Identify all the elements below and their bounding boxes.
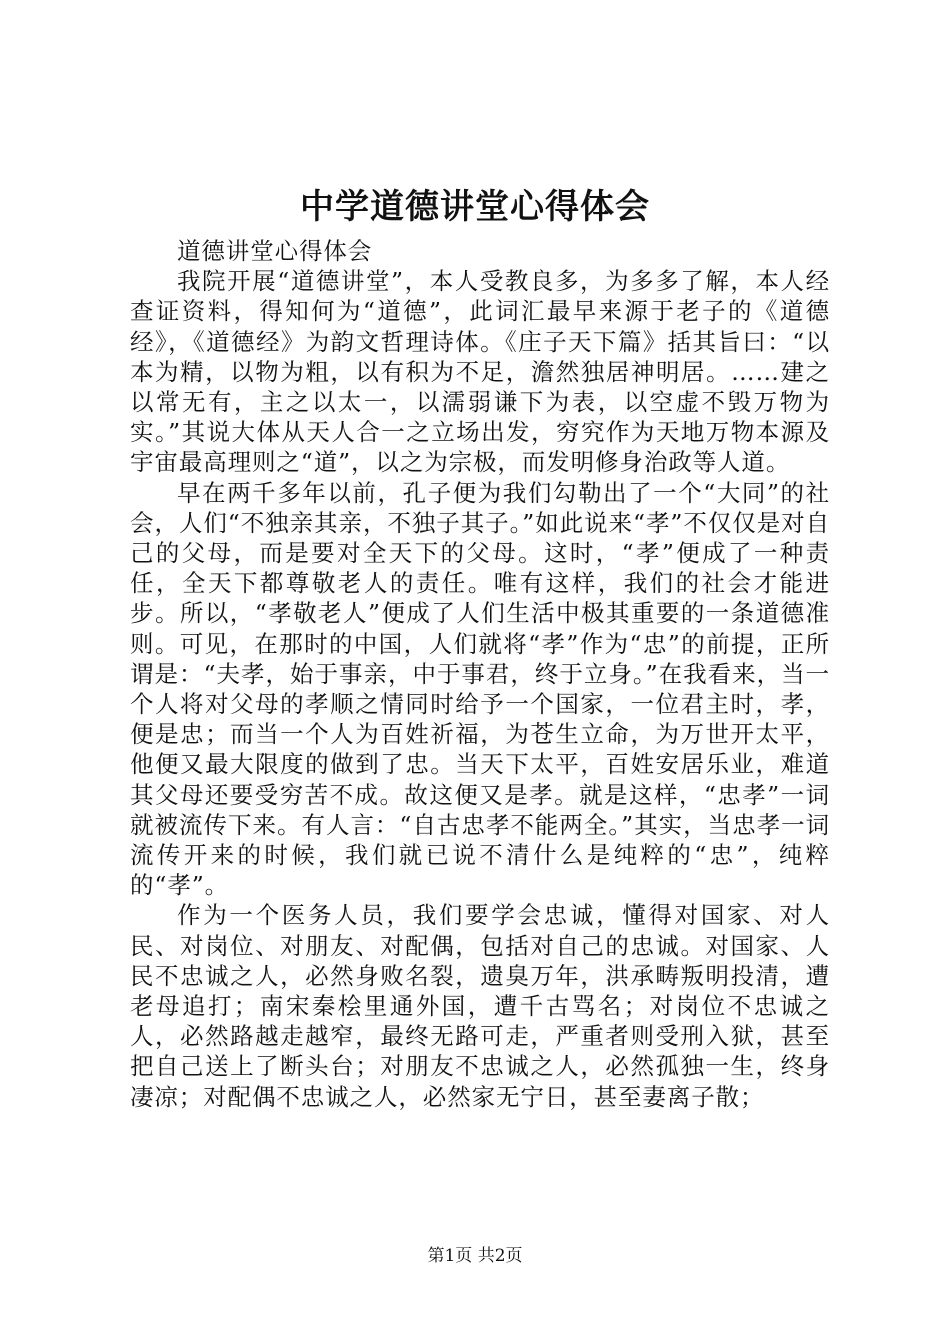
document-subtitle: 道德讲堂心得体会	[177, 237, 373, 265]
paragraph: 作为一个医务人员，我们要学会忠诚，懂得对国家、对人民、对岗位、对朋友、对配偶，包括对自己的忠诚。对国家、人民不忠诚之人，必然身败名裂，遗臭万年，洪承畴叛明投清，遭老母追打；南宋秦桧里通外国，遭千古骂名；对岗位不忠诚之人，必然路越走越窄，最终无路可走，严重者则受刑入狱，甚至把自己送上了断头台；对朋友不忠诚之人，必然孤独一生，终身凄凉；对配偶不忠诚之人，必然家无宁日，甚至妻离子散；	[130, 901, 830, 1111]
document-body	[130, 236, 830, 1112]
page-footer: 第1页 共2页	[427, 1246, 523, 1266]
paragraph: 我院开展“道德讲堂”，本人受教良多，为多多了解，本人经查证资料，得知何为“道德”，此词汇最早来源于老子的《道德经》，《道德经》为韵文哲理诗体。《庄子天下篇》括其旨曰：“以本为精，以物为粗，以有积为不足，澹然独居神明居。……建之以常无有，主之以太一，以濡弱谦下为表，以空虚不毁万物为实。”其说大体从天人合一之立场出发，穷究作为天地万物本源及宇宙最高理则之“道”，以之为宗极，而发明修身治政等人道。	[130, 267, 830, 477]
document-title: 中学道德讲堂心得体会	[300, 187, 650, 227]
paragraph: 早在两千多年以前，孔子便为我们勾勒出了一个“大同”的社会，人们“不独亲其亲，不独子其子。”如此说来“孝”不仅仅是对自己的父母，而是要对全天下的父母。这时，“孝”便成了一种责任，全天下都尊敬老人的责任。唯有这样，我们的社会才能进步。所以，“孝敬老人”便成了人们生活中极其重要的一条道德准则。可见，在那时的中国，人们就将“孝”作为“忠”的前提，正所谓是：“夫孝，始于事亲，中于事君，终于立身。”在我看来，当一个人将对父母的孝顺之情同时给予一个国家，一位君主时，孝，便是忠；而当一个人为百姓祈福，为苍生立命，为万世开太平，他便又最大限度的做到了忠。当天下太平，百姓安居乐业，难道其父母还要受穷苦不成。故这便又是孝。就是这样，“忠孝”一词就被流传下来。有人言：“自古忠孝不能两全。”其实，当忠孝一词流传开来的时候，我们就已说不清什么是纯粹的“忠”，纯粹的“孝”。	[130, 478, 830, 900]
